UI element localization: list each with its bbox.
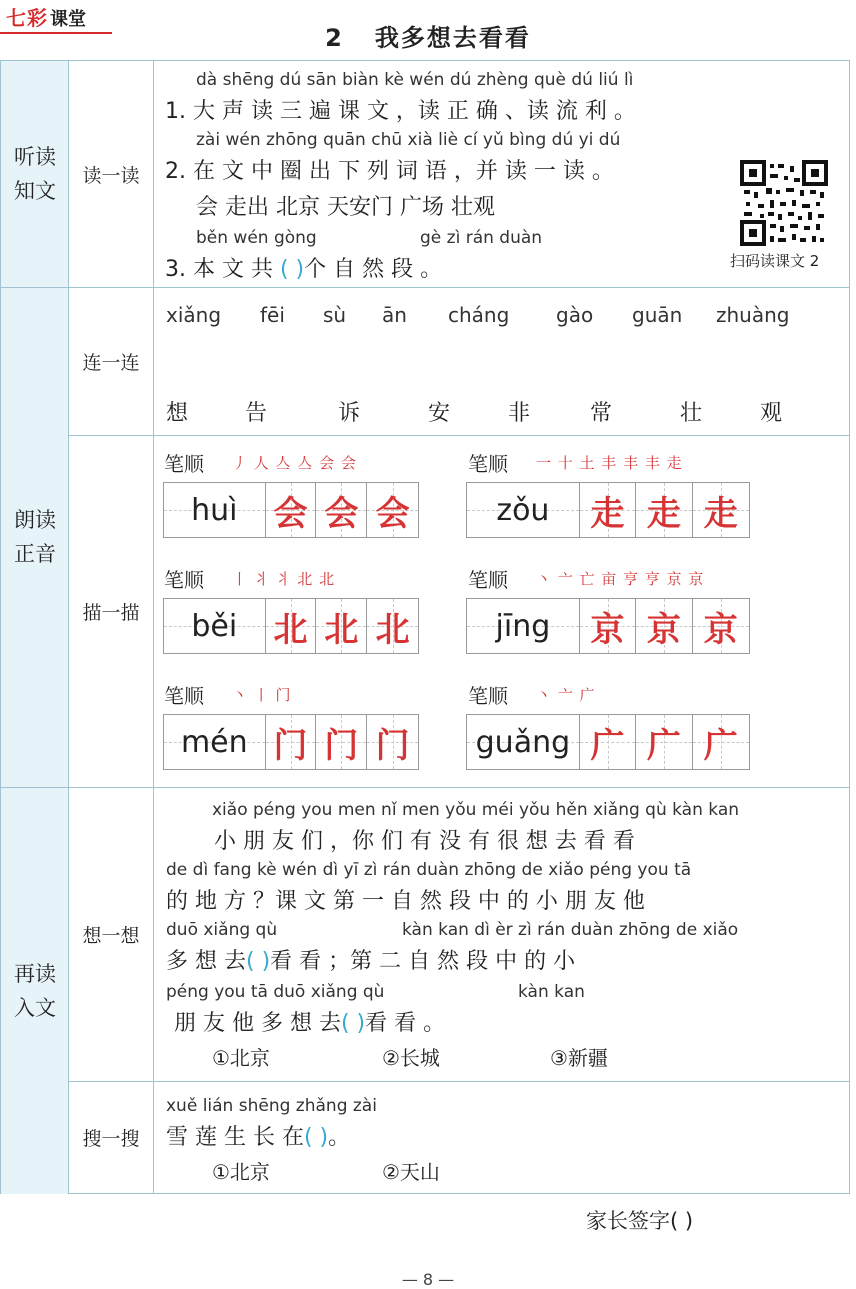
parent-signature-field[interactable]: 家长签字( )	[586, 1209, 694, 1233]
connect-char[interactable]: 安	[428, 401, 451, 426]
qr-code-icon[interactable]	[740, 160, 828, 246]
tracing-box[interactable]	[163, 598, 419, 654]
option-2[interactable]: ②长城	[382, 1046, 440, 1070]
pinyin-line: duō xiǎng qù	[166, 920, 278, 940]
pinyin-line: de dì fang kè wén dì yī zì rán duàn zhōng de xiǎo péng you tā	[166, 860, 692, 880]
passage-line: 小 朋 友 们 ，你 们 有 没 有 很 想 去 看 看	[214, 829, 635, 854]
connect-char[interactable]: 非	[508, 401, 531, 426]
lesson-number: 2	[325, 24, 344, 52]
stroke-order: 丨 丬 丬 北 北	[232, 570, 336, 588]
tracing-pinyin: mén	[180, 724, 248, 760]
instruction-line: 2. 在 文 中 圈 出 下 列 词 语 ，并 读 一 读 。	[165, 159, 614, 184]
stroke-order-label: 笔顺	[468, 684, 508, 708]
tracing-box[interactable]	[466, 482, 750, 538]
tracing-box[interactable]	[466, 598, 750, 654]
option-2[interactable]: ②天山	[382, 1160, 440, 1184]
page-number: — 8 —	[401, 1270, 455, 1289]
tracing-char: 京	[703, 609, 738, 650]
tracing-pinyin: guǎng	[475, 724, 571, 760]
subsection-connect: 连一连	[82, 351, 140, 374]
subsection-think: 想一想	[82, 924, 140, 947]
pinyin-line: xiǎo péng you men nǐ men yǒu méi yǒu hěn xiǎng qù kàn kan	[212, 800, 740, 820]
divider	[69, 435, 849, 436]
connect-pinyin[interactable]: ān	[382, 303, 407, 327]
divider	[1, 287, 849, 288]
tracing-char: 会	[324, 493, 359, 534]
instruction-line: 3. 本 文 共 ( )个 自 然 段 。	[165, 257, 443, 282]
tracing-char: 门	[375, 725, 410, 766]
option-1[interactable]: ①北京	[212, 1046, 270, 1070]
stroke-order: 丶 丨 门	[232, 686, 292, 704]
stroke-order: 丿 人 亼 亼 会 会	[232, 454, 357, 472]
pinyin-line: xuě lián shēng zhǎng zài	[166, 1096, 377, 1116]
divider	[153, 61, 154, 1194]
passage-line: 雪 莲 生 长 在( )。	[166, 1125, 351, 1150]
stroke-order-label: 笔顺	[164, 684, 204, 708]
instruction-line: 1. 大 声 读 三 遍 课 文 ，读 正 确 、读 流 利 。	[165, 99, 636, 124]
tracing-char: 广	[646, 725, 681, 766]
tracing-char: 走	[703, 493, 738, 534]
stroke-order-label: 笔顺	[164, 568, 204, 592]
divider	[68, 61, 69, 1194]
pinyin-line: zài wén zhōng quān chū xià liè cí yǔ bìng dú yi dú	[196, 130, 621, 150]
category-reread: 再读 入文	[1, 787, 69, 1194]
subsection-search: 搜一搜	[82, 1128, 140, 1150]
stroke-order: 一 十 土 丰 丰 丰 走	[536, 454, 683, 472]
pinyin-line: dà shēng dú sān biàn kè wén dú zhèng què dú liú lì	[196, 70, 634, 90]
stroke-order: 丶 亠 亡 亩 亨 亨 京 京	[536, 570, 705, 588]
tracing-pinyin: jīng	[495, 608, 551, 644]
category-read-pronounce: 朗读 正音	[1, 287, 69, 787]
connect-pinyin[interactable]: xiǎng	[166, 303, 222, 327]
answer-blank[interactable]: ( )	[246, 949, 271, 974]
answer-blank[interactable]: ( )	[279, 257, 305, 282]
stroke-order-label: 笔顺	[468, 452, 508, 476]
lesson-title	[0, 18, 856, 53]
pinyin-line: kàn kan dì èr zì rán duàn zhōng de xiǎo	[402, 920, 739, 940]
subsection-read: 读一读	[82, 164, 140, 187]
connect-char[interactable]: 告	[245, 401, 268, 426]
divider	[1, 787, 849, 788]
brand-logo-text: 七彩	[6, 6, 48, 30]
connect-pinyin[interactable]: zhuàng	[716, 303, 790, 327]
subsection-trace: 描一描	[82, 601, 140, 624]
tracing-char: 会	[375, 493, 410, 534]
category-listen-read: 听读 知文	[1, 61, 69, 287]
connect-pinyin[interactable]: guān	[632, 303, 683, 327]
passage-line: 多 想 去( )看 看 ；第 二 自 然 段 中 的 小	[166, 949, 576, 974]
divider	[69, 1081, 849, 1082]
connect-pinyin[interactable]: gào	[556, 303, 594, 327]
tracing-box[interactable]	[163, 714, 419, 770]
tracing-char: 会	[273, 493, 308, 534]
tracing-pinyin: huì	[191, 492, 238, 528]
tracing-char: 走	[646, 493, 681, 534]
option-1[interactable]: ①北京	[212, 1160, 270, 1184]
tracing-char: 广	[703, 725, 738, 766]
tracing-char: 京	[590, 609, 625, 650]
connect-char[interactable]: 想	[166, 401, 189, 426]
connect-char[interactable]: 诉	[338, 401, 361, 426]
tracing-char: 北	[273, 609, 308, 650]
pinyin-line: péng you tā duō xiǎng qù	[166, 982, 385, 1002]
qr-caption: 扫码读课文 2	[730, 252, 820, 270]
connect-pinyin[interactable]: fēi	[260, 303, 285, 327]
word-list: 会 走出 北京 天安门 广场 壮观	[196, 195, 495, 220]
tracing-char: 门	[324, 725, 359, 766]
pinyin-line: kàn kan	[518, 982, 585, 1002]
pinyin-line: běn wén gòng	[196, 228, 317, 248]
connect-pinyin[interactable]: cháng	[448, 303, 510, 327]
answer-blank[interactable]: ( )	[340, 1011, 366, 1036]
passage-line: 的 地 方 ？课 文 第 一 自 然 段 中 的 小 朋 友 他	[166, 889, 645, 914]
connect-char[interactable]: 壮	[680, 401, 703, 426]
stroke-order-label: 笔顺	[468, 568, 508, 592]
tracing-box[interactable]	[163, 482, 419, 538]
tracing-pinyin: zǒu	[496, 492, 550, 528]
tracing-char: 京	[646, 609, 681, 650]
tracing-char: 走	[590, 493, 625, 534]
connect-char[interactable]: 观	[760, 401, 783, 426]
brand-suffix: 课堂	[50, 9, 86, 30]
tracing-box[interactable]	[466, 714, 750, 770]
pinyin-line: gè zì rán duàn	[420, 228, 543, 248]
tracing-char: 门	[273, 725, 308, 766]
tracing-char: 北	[375, 609, 410, 650]
lesson-name: 我多想去看看	[374, 24, 531, 52]
stroke-order: 丶 亠 广	[536, 686, 596, 704]
tracing-char: 广	[590, 725, 625, 766]
option-3[interactable]: ③新疆	[550, 1046, 608, 1070]
connect-pinyin[interactable]: sù	[323, 303, 347, 327]
tracing-char: 北	[324, 609, 359, 650]
stroke-order-label: 笔顺	[164, 452, 204, 476]
tracing-pinyin: běi	[191, 608, 238, 644]
connect-char[interactable]: 常	[590, 401, 613, 426]
answer-blank[interactable]: ( )	[303, 1125, 329, 1150]
passage-line: 朋 友 他 多 想 去( )看 看 。	[174, 1011, 446, 1036]
